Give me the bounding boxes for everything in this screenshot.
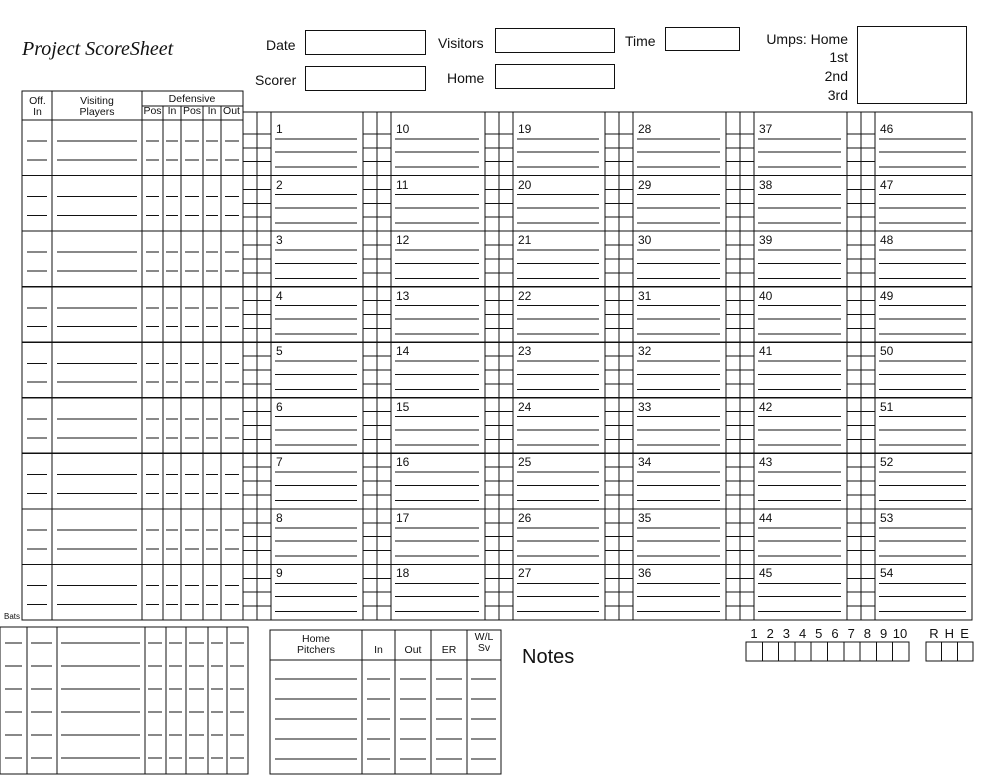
at-bat-number: 7 xyxy=(276,455,283,470)
inning-number: 6 xyxy=(831,626,839,641)
visiting-players-header: Visiting Players xyxy=(79,95,115,118)
at-bat-number: 39 xyxy=(759,233,773,248)
inning-number: 10 xyxy=(892,626,908,641)
inning-number: 7 xyxy=(847,626,855,641)
visitors-label: Visitors xyxy=(438,35,484,51)
inning-number: 4 xyxy=(798,626,807,641)
at-bat-number: 13 xyxy=(396,288,410,303)
at-bat-number: 32 xyxy=(638,344,652,359)
at-bat-number: 44 xyxy=(759,510,773,525)
at-bat-number: 25 xyxy=(518,455,532,470)
at-bat-number: 22 xyxy=(518,288,532,303)
at-bat-number: 50 xyxy=(880,344,894,359)
home-pitchers-header: Home Pitchers xyxy=(297,633,335,656)
pitcher-in-header: In xyxy=(374,644,383,656)
notes-label: Notes xyxy=(522,646,575,668)
off-in-header: Off. In xyxy=(29,95,46,118)
at-bat-number: 23 xyxy=(518,344,532,359)
def-in-1-header: In xyxy=(167,105,177,117)
at-bat-grid-frame xyxy=(243,112,972,620)
at-bat-number: 2 xyxy=(276,177,283,192)
time-label: Time xyxy=(625,33,656,49)
inning-number: 5 xyxy=(815,626,823,641)
at-bat-number: 42 xyxy=(759,399,773,414)
at-bat-number: 16 xyxy=(396,455,410,470)
date-label: Date xyxy=(266,37,296,53)
umps-1st-label: 1st xyxy=(829,49,848,65)
pitcher-out-header: Out xyxy=(404,644,422,656)
inning-number: 2 xyxy=(766,626,774,641)
at-bat-number: 36 xyxy=(638,566,652,581)
at-bat-number: 27 xyxy=(518,566,532,581)
at-bat-number: 18 xyxy=(396,566,410,581)
at-bat-number: 46 xyxy=(880,122,894,136)
at-bat-number: 19 xyxy=(518,122,532,136)
batting-order-frame xyxy=(22,91,243,620)
at-bat-number: 30 xyxy=(638,233,652,248)
totals-boxes-frame xyxy=(926,642,973,661)
at-bat-number: 11 xyxy=(396,177,409,192)
def-pos-2-header: Pos xyxy=(182,105,202,117)
at-bat-number: 6 xyxy=(276,399,283,414)
at-bat-number: 35 xyxy=(638,510,652,525)
at-bat-number: 28 xyxy=(638,122,652,136)
inning-number: 9 xyxy=(879,626,888,641)
umps-home-label: Umps: Home xyxy=(766,31,848,47)
defensive-header: Defensive xyxy=(168,93,216,105)
at-bat-number: 3 xyxy=(276,233,283,248)
at-bat-number: 15 xyxy=(396,399,410,414)
inning-number: 1 xyxy=(750,626,758,641)
at-bat-number: 41 xyxy=(759,344,773,359)
scorer-label: Scorer xyxy=(255,72,297,88)
at-bat-number: 37 xyxy=(759,122,773,136)
at-bat-number: 5 xyxy=(276,344,283,359)
at-bat-number: 43 xyxy=(759,455,773,470)
at-bat-number: 12 xyxy=(396,233,410,248)
at-bat-number: 24 xyxy=(518,399,532,414)
at-bat-number: 47 xyxy=(880,177,894,192)
inning-number: 8 xyxy=(863,626,871,641)
at-bat-number: 8 xyxy=(276,510,283,525)
at-bat-number: 29 xyxy=(638,177,652,192)
at-bat-number: 48 xyxy=(880,233,894,248)
at-bat-number: 51 xyxy=(880,399,894,414)
def-in-2-header: In xyxy=(207,105,217,117)
total-label: E xyxy=(960,626,969,641)
pitcher-er-header: ER xyxy=(441,644,457,656)
bats-label: Bats xyxy=(4,612,21,621)
at-bat-number: 54 xyxy=(880,566,894,581)
at-bat-number: 17 xyxy=(396,510,410,525)
at-bat-number: 9 xyxy=(276,566,283,581)
at-bat-number: 34 xyxy=(638,455,652,470)
at-bat-number: 40 xyxy=(759,288,773,303)
def-pos-1-header: Pos xyxy=(143,105,162,117)
at-bat-number: 21 xyxy=(518,233,532,248)
pitcher-wl-sv-header: W/L Sv xyxy=(474,631,494,654)
total-label: R xyxy=(929,626,939,641)
at-bat-number: 52 xyxy=(880,455,894,470)
def-out-header: Out xyxy=(223,105,240,117)
at-bat-number: 45 xyxy=(759,566,773,581)
total-label: H xyxy=(944,626,954,641)
sheet-title: Project ScoreSheet xyxy=(22,38,174,60)
umps-3rd-label: 3rd xyxy=(827,87,848,103)
at-bat-number: 33 xyxy=(638,399,652,414)
home-label: Home xyxy=(447,70,485,86)
inning-number: 3 xyxy=(782,626,790,641)
at-bat-number: 10 xyxy=(396,122,410,136)
at-bat-number: 26 xyxy=(518,510,532,525)
at-bat-number: 4 xyxy=(276,288,283,303)
bottom-order-frame xyxy=(0,627,248,774)
at-bat-number: 20 xyxy=(518,177,532,192)
at-bat-number: 53 xyxy=(880,510,894,525)
at-bat-number: 49 xyxy=(880,288,894,303)
umps-2nd-label: 2nd xyxy=(824,68,848,84)
at-bat-number: 38 xyxy=(759,177,773,192)
at-bat-number: 31 xyxy=(638,288,652,303)
at-bat-number: 1 xyxy=(276,122,283,136)
at-bat-number: 14 xyxy=(396,344,410,359)
